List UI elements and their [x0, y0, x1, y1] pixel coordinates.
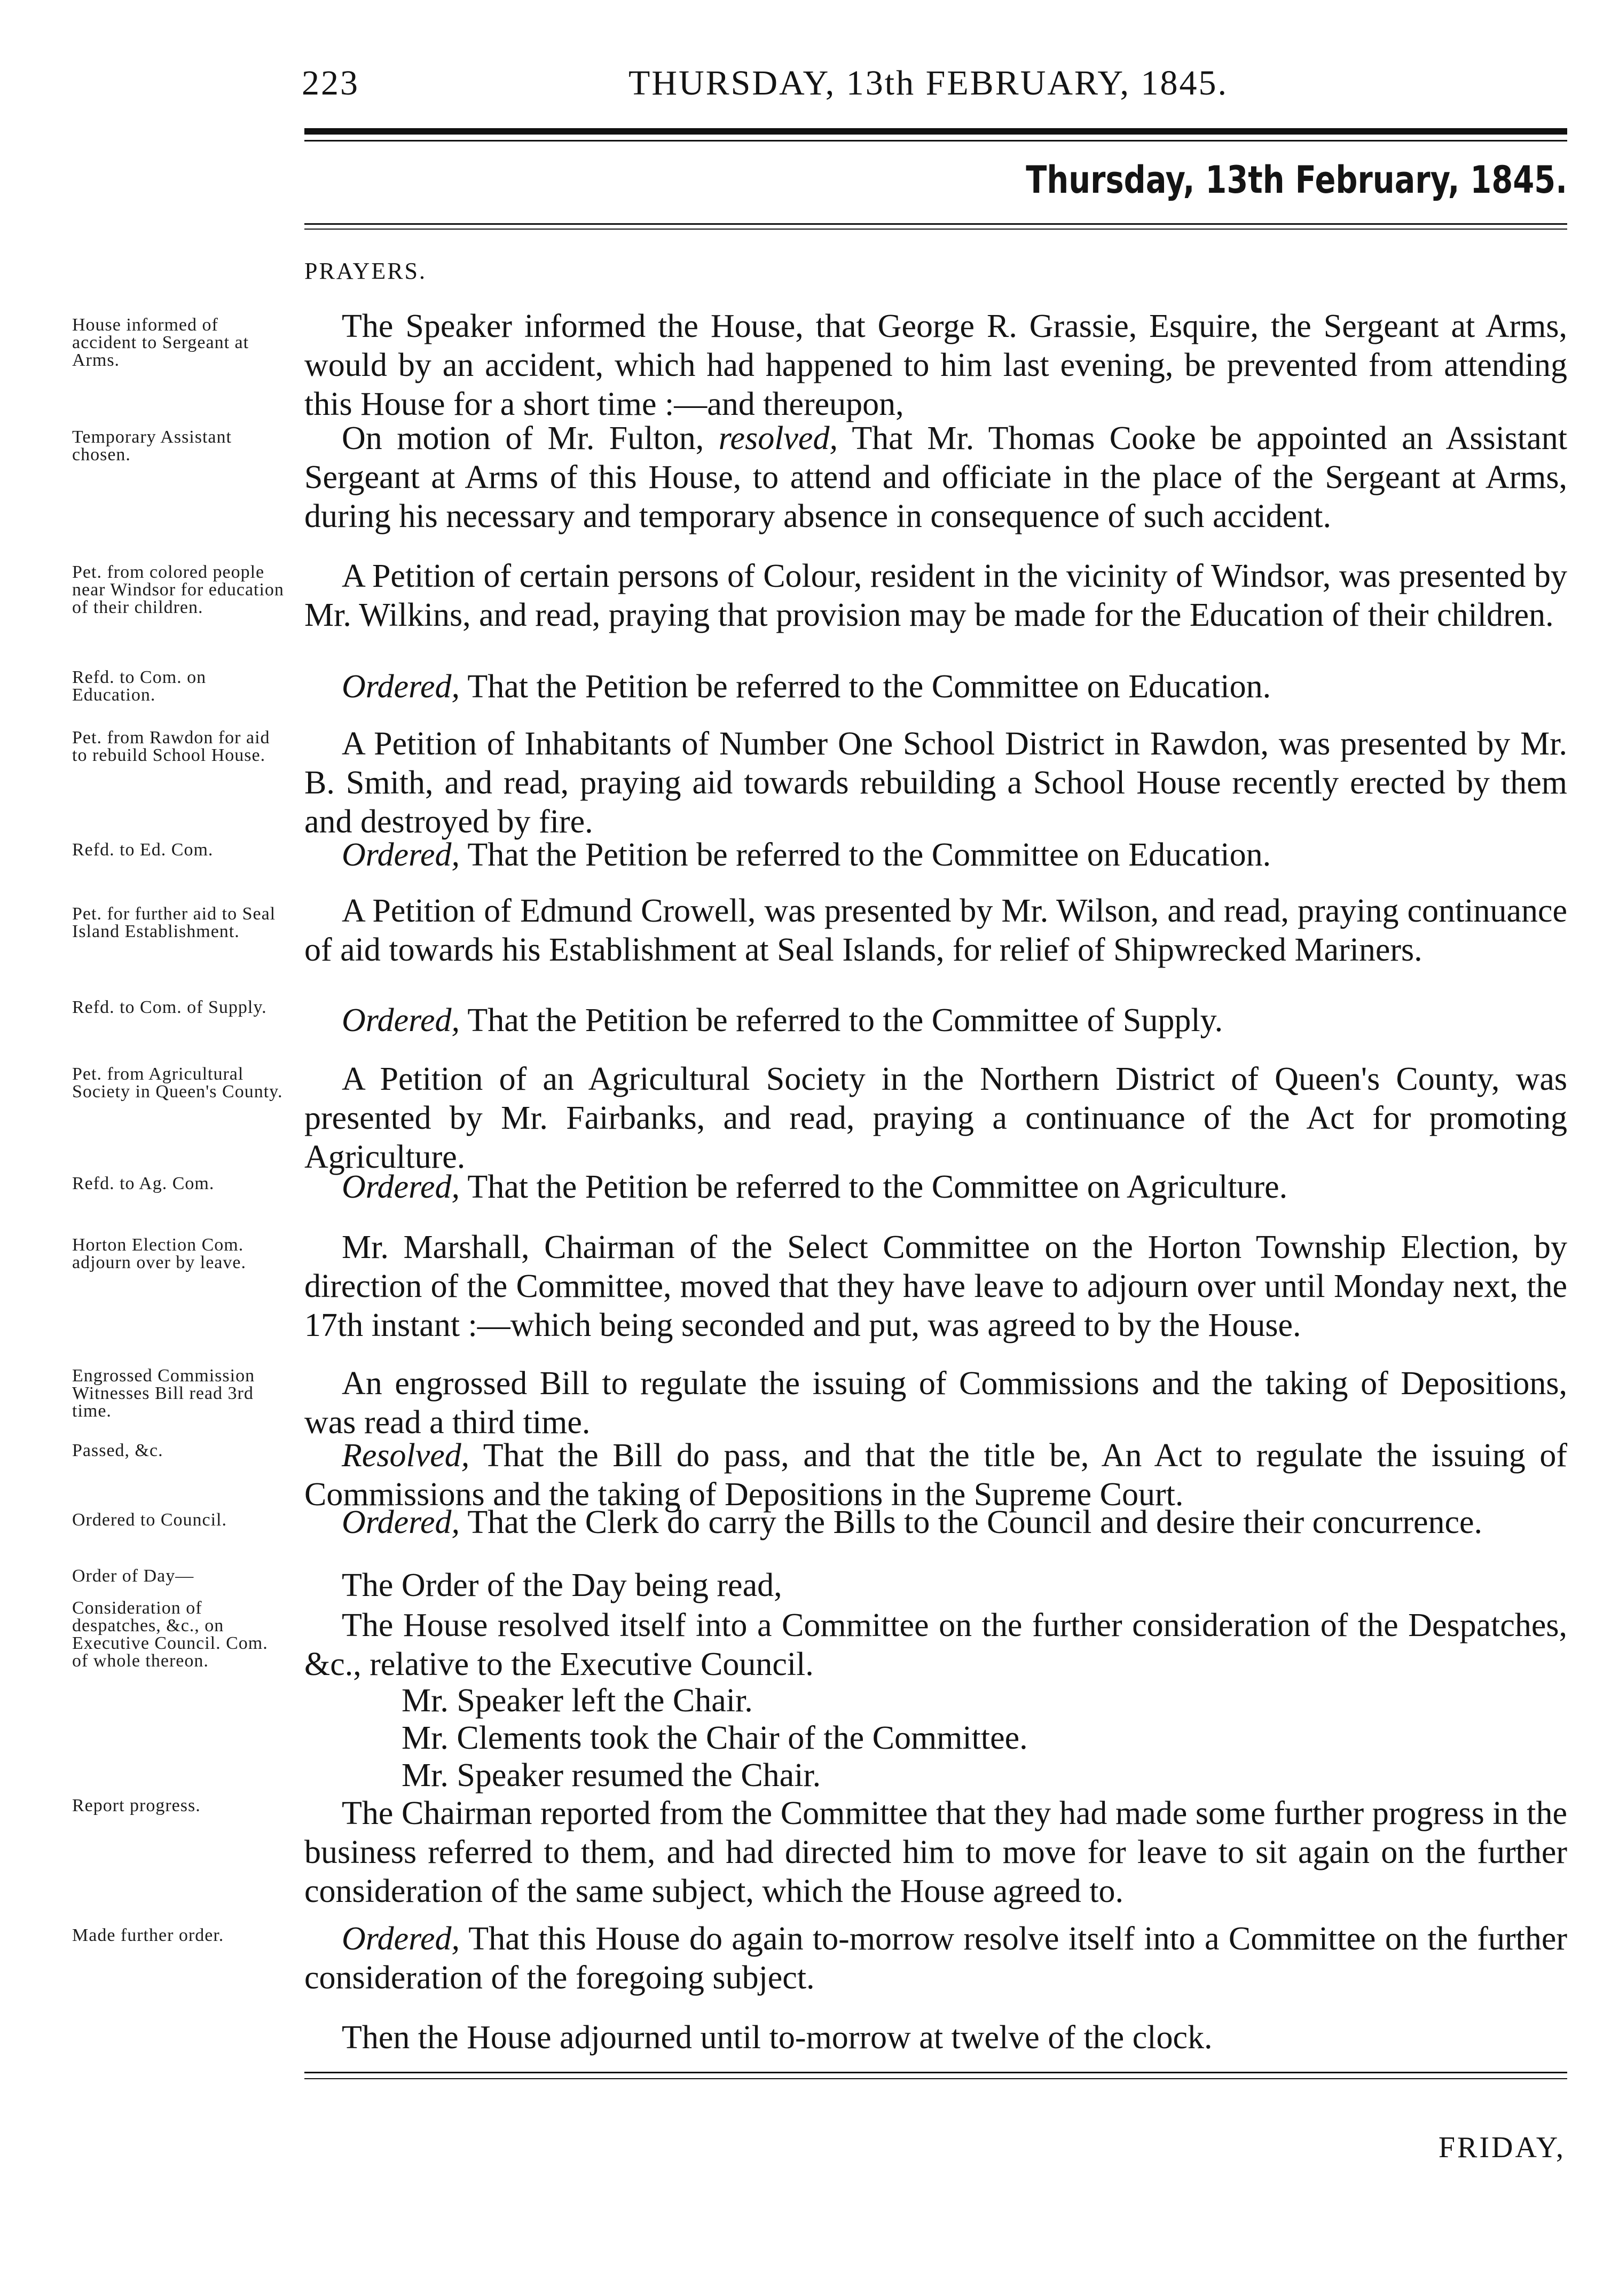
entry-paragraph: On motion of Mr. Fulton, resolved, That Mr. Thomas Cooke be appointed an Assistant Sergeant at Arms of this House, to attend and officiate in the place of the Sergeant at Arms, during his necessary and temporary absence in consequence of such accident.: [304, 420, 1567, 534]
header-rule-thin: [304, 140, 1567, 141]
date-heading: Thursday, 13th February, 1845.: [1026, 158, 1567, 202]
running-title: THURSDAY, 13th FEBRUARY, 1845.: [628, 64, 1229, 103]
margin-note: Consideration of despatches, &c., on Executive Council. Com. of whole thereon.: [72, 1598, 268, 1671]
margin-note: Made further order.: [72, 1925, 224, 1945]
entry-paragraph: The Chairman reported from the Committee that they had made some further progress in the business referred to them, and had directed him to move for leave to sit again on the further consideration of the same subject, which the House agreed to.: [304, 1795, 1567, 1909]
margin-note: Pet. from Agricultural Society in Queen's County.: [72, 1064, 283, 1102]
footer-rule: [304, 2072, 1567, 2073]
entry-paragraph: An engrossed Bill to regulate the issuing of Commissions and the taking of Depositions, was read a third time.: [304, 1365, 1567, 1441]
margin-note: Report progress.: [72, 1796, 201, 1815]
entry-paragraph: The Order of the Day being read,: [342, 1567, 782, 1603]
entry-paragraph: Ordered, That the Clerk do carry the Bills to the Council and desire their concurrence.: [342, 1504, 1483, 1540]
entry-paragraph: Ordered, That the Petition be referred to the Committee on Education.: [342, 837, 1271, 873]
margin-note: Ordered to Council.: [72, 1510, 227, 1530]
entry-paragraph: Resolved, That the Bill do pass, and that the title be, An Act to regulate the issuing of Commissions and the taking of Depositions in the Supreme Court.: [304, 1437, 1567, 1513]
entry-paragraph: Ordered, That the Petition be referred to the Committee on Education.: [342, 669, 1271, 705]
margin-note: Passed, &c.: [72, 1441, 163, 1460]
margin-note: Pet. from colored people near Windsor for education of their children.: [72, 562, 284, 617]
page-number: 223: [302, 64, 359, 103]
section-rule-thin: [304, 229, 1567, 230]
section-rule: [304, 223, 1567, 225]
adjournment-line: Then the House adjourned until to-morrow at twelve of the clock.: [342, 2019, 1213, 2056]
margin-note: Temporary Assistant chosen.: [72, 427, 232, 465]
margin-note: Refd. to Ag. Com.: [72, 1174, 215, 1193]
margin-note: Pet. from Rawdon for aid to rebuild School House.: [72, 728, 270, 765]
margin-note: Refd. to Ed. Com.: [72, 840, 214, 860]
running-head: [302, 63, 1567, 111]
catchword: FRIDAY,: [1438, 2131, 1566, 2164]
margin-note: Engrossed Commission Witnesses Bill read 3rd time.: [72, 1366, 255, 1421]
prayers-label: PRAYERS.: [304, 258, 427, 284]
entry-paragraph: The House resolved itself into a Committee on the further consideration of the Despatches, &c., relative to the Executive Council.: [304, 1607, 1567, 1682]
entry-paragraph: Ordered, That the Petition be referred to the Committee on Agriculture.: [342, 1169, 1288, 1205]
entry-paragraph: A Petition of an Agricultural Society in the Northern District of Queen's County, was presented by Mr. Fairbanks, and read, praying a continuance of the Act for promoting Agriculture.: [304, 1061, 1567, 1175]
chair-line: Mr. Speaker resumed the Chair.: [402, 1757, 821, 1794]
entry-paragraph: Ordered, That the Petition be referred to the Committee of Supply.: [342, 1002, 1223, 1039]
header-rule: [304, 128, 1567, 135]
entry-paragraph: Ordered, That this House do again to-morrow resolve itself into a Committee on the further consideration of the foregoing subject.: [304, 1921, 1567, 1996]
entry-paragraph: A Petition of certain persons of Colour, resident in the vicinity of Windsor, was presented by Mr. Wilkins, and read, praying that provision may be made for the Education of their children.: [304, 558, 1567, 633]
margin-note: Order of Day—: [72, 1566, 194, 1586]
entry-paragraph: A Petition of Edmund Crowell, was presented by Mr. Wilson, and read, praying continuance of aid towards his Establishment at Seal Islands, for relief of Shipwrecked Mariners.: [304, 893, 1567, 968]
margin-note: Refd. to Com. on Education.: [72, 667, 207, 705]
entry-paragraph: A Petition of Inhabitants of Number One School District in Rawdon, was presented by Mr. B. Smith, and read, praying aid towards rebuilding a School House recently erected by them and destroyed by fire.: [304, 726, 1567, 840]
entry-paragraph: The Speaker informed the House, that George R. Grassie, Esquire, the Sergeant at Arms, would by an accident, which had happened to him last evening, be prevented from attending this House for a short time :—and thereupon,: [304, 308, 1567, 422]
chair-line: Mr. Speaker left the Chair.: [402, 1682, 753, 1719]
margin-note: House informed of accident to Sergeant at Arms.: [72, 315, 249, 370]
margin-note: Pet. for further aid to Seal Island Establishment.: [72, 904, 276, 941]
margin-note: Refd. to Com. of Supply.: [72, 997, 267, 1017]
margin-note: Horton Election Com. adjourn over by leave.: [72, 1235, 246, 1272]
chair-line: Mr. Clements took the Chair of the Committee.: [402, 1720, 1028, 1756]
footer-rule-thin: [304, 2078, 1567, 2079]
entry-paragraph: Mr. Marshall, Chairman of the Select Committee on the Horton Township Election, by direction of the Committee, moved that they have leave to adjourn over until Monday next, the 17th instant :—which being seconded and put, was agreed to by the House.: [304, 1229, 1567, 1343]
